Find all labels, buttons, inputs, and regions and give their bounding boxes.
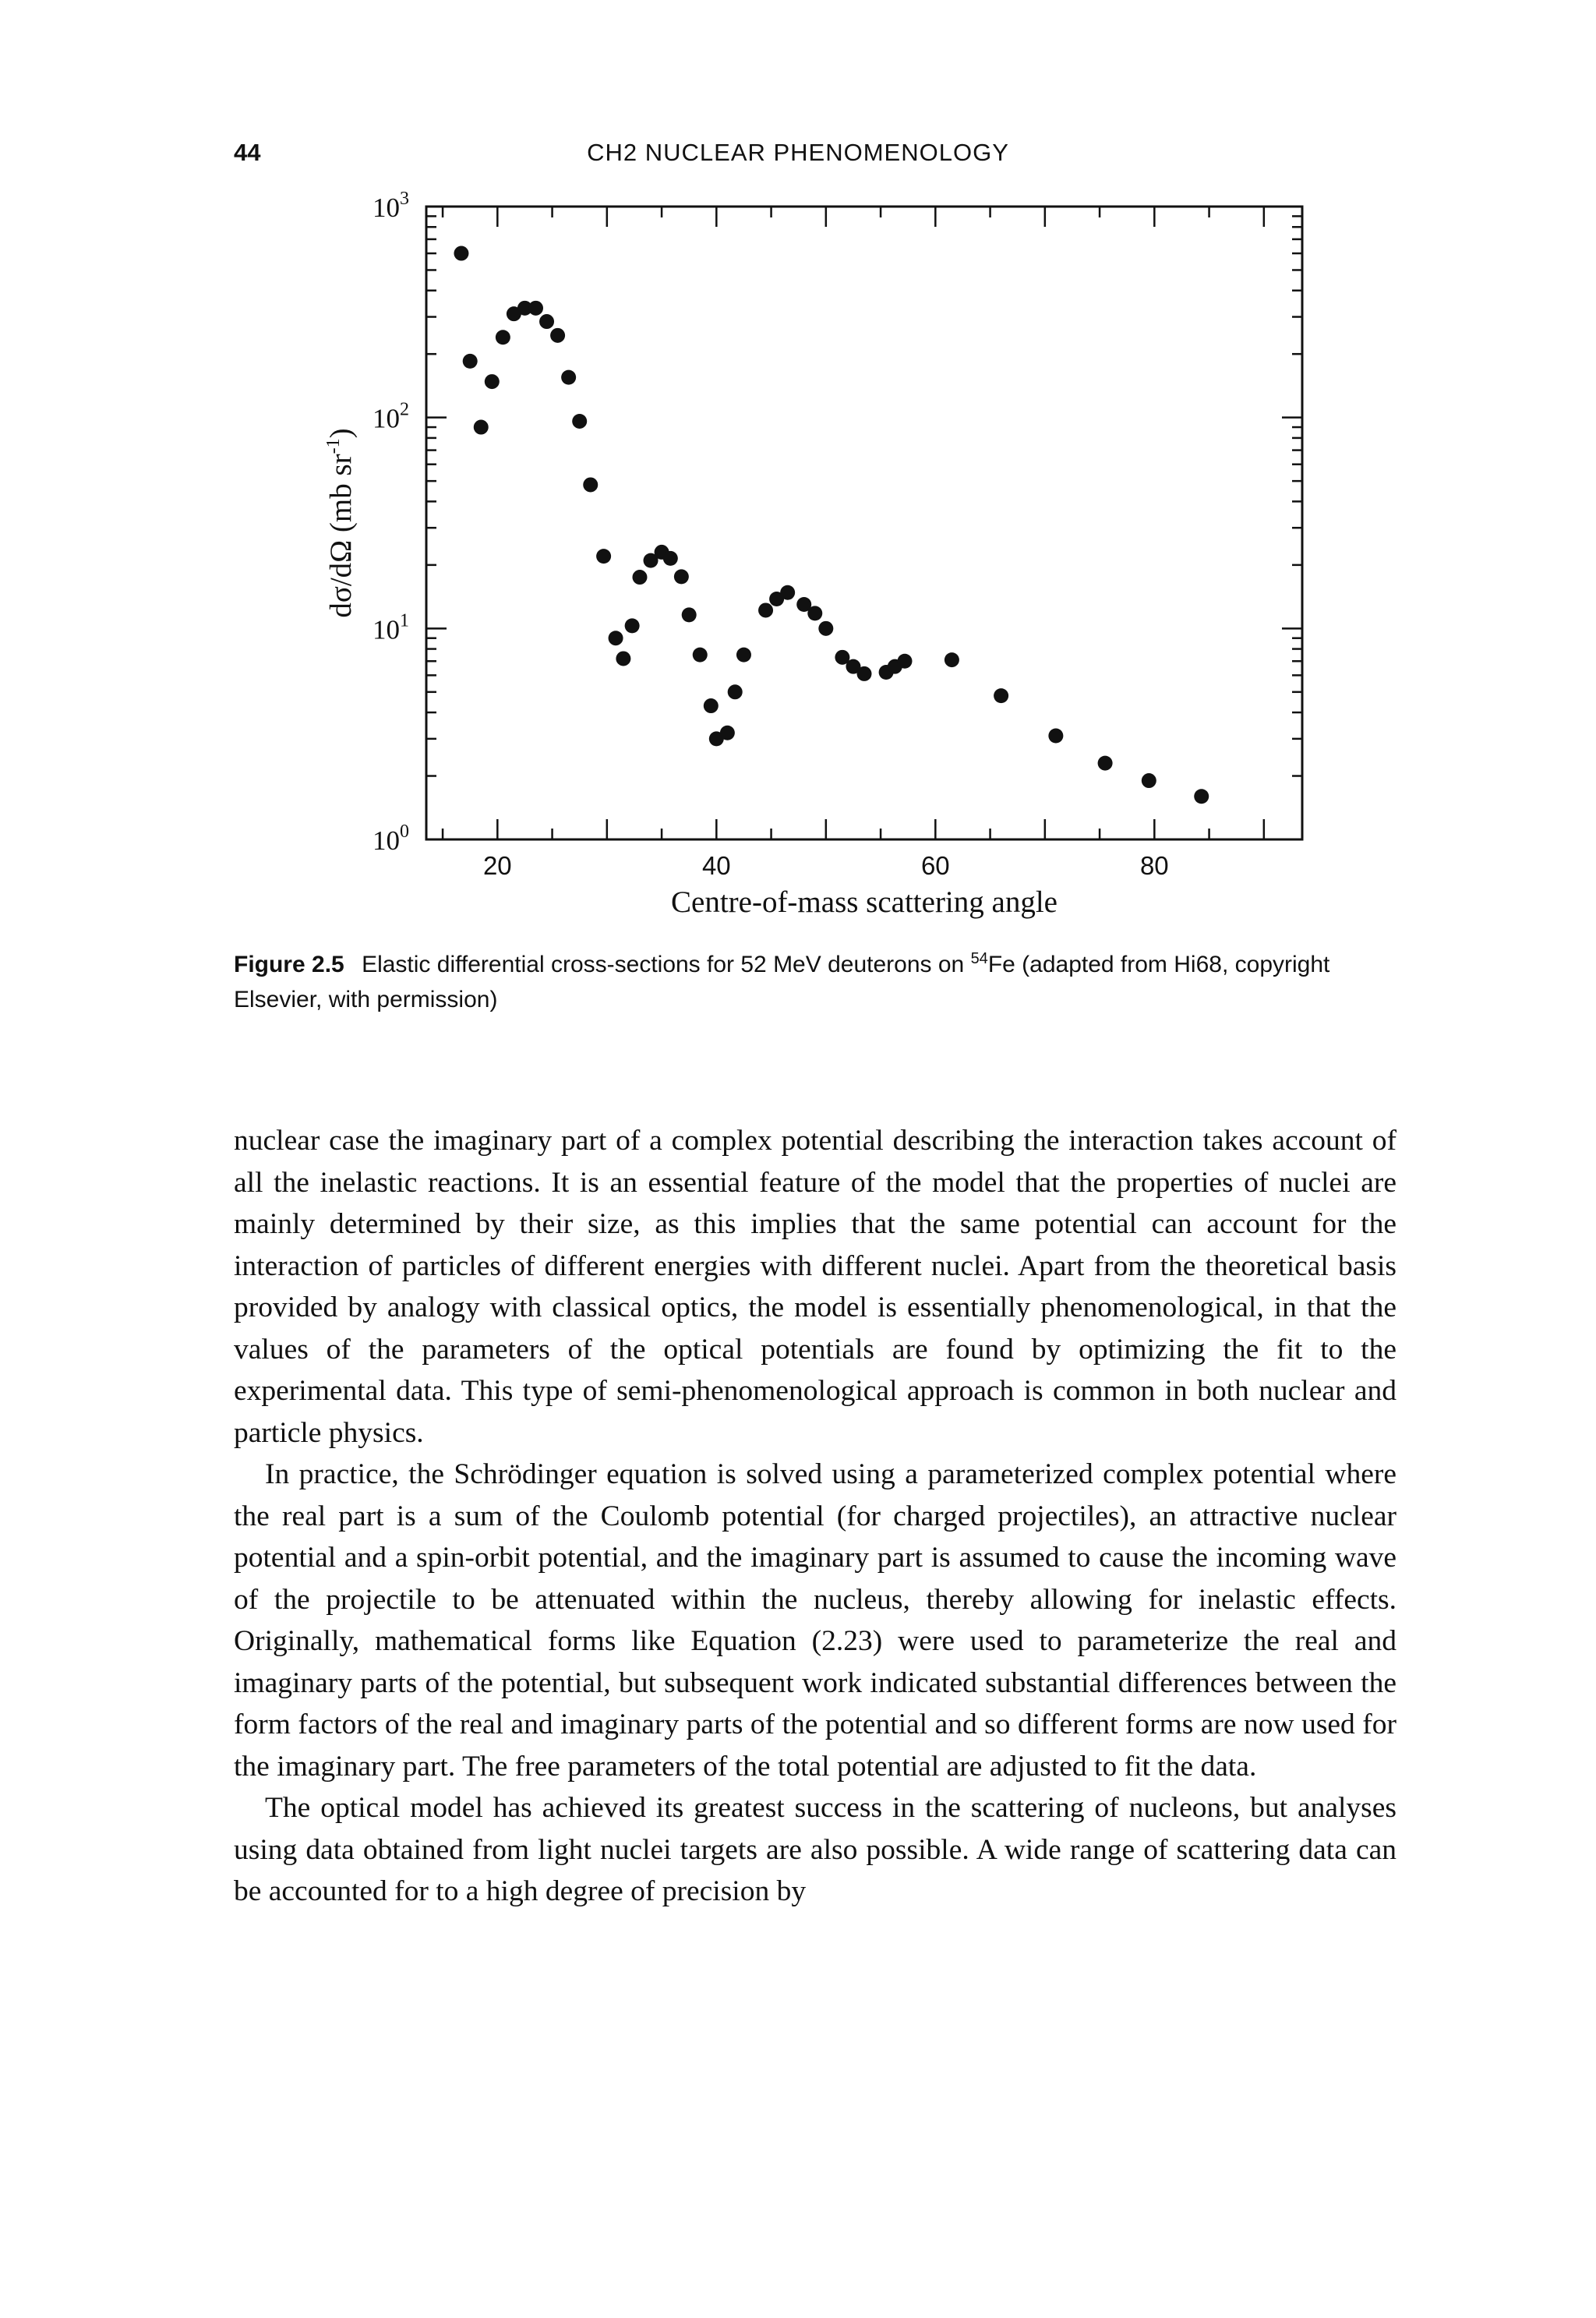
data-point [528,301,543,316]
data-point [663,551,678,566]
data-point [609,631,623,645]
x-tick-label: 60 [920,851,950,880]
y-tick-label [373,400,409,434]
data-points [454,246,1209,804]
paragraph-2: In practice, the Schrödinger equation is solved using a parameterized complex potential where the real part is a sum of the Coulomb potential (for charged projectiles), an attractive nuclear potential and a spin-orbit potential, and the imaginary part is assumed to cause the incoming wave of the projectile to be attenuated within the nucleus, thereby allowing for inelastic effects. Originally, mathematical forms like Equation (2.23) were used to parameterize the real and imaginary parts of the potential, but subsequent work indicated substantial differences between the form factors of the real and imaginary parts of the potential and so different forms are now used for the imaginary part. The free parameters of the total potential are adjusted to fit the data. [234,1458,1396,1783]
data-point [857,666,872,681]
data-point [583,477,598,492]
y-tick-base: 10 [373,403,400,434]
data-point [720,726,735,740]
data-point [463,354,478,369]
data-point [682,607,697,622]
data-point [1194,789,1209,804]
page-number: 44 [234,139,261,166]
data-point [632,570,647,585]
y-tick-label [373,189,409,223]
y-tick-exponent: 3 [400,189,409,209]
data-point [561,370,576,385]
data-point [758,602,773,617]
data-point [596,549,611,564]
figure-label: Figure 2.5 [234,952,344,977]
y-axis-label [323,428,358,617]
data-point [485,374,500,389]
data-point [945,652,959,667]
data-point [539,314,554,329]
x-tick-label: 40 [701,851,731,880]
y-tick-label [373,822,409,856]
data-point [1142,773,1156,788]
data-point [736,648,751,663]
x-tick-label: 20 [482,851,512,880]
paragraph-1: nuclear case the imaginary part of a complex potential describing the interaction takes account of all the inelastic reactions. It is an essential feature of the model that the properties of nuclei are mainly determined by their size, as this implies that the same potential can account for the interaction of particles of different energies with different nuclei. Apart from the theoretical basis provided by analogy with classical optics, the model is essentially phenomenological, in that the values of the parameters of the optical potentials are found by optimizing the fit to the experimental data. This type of semi-phenomenological approach is common in both nuclear and particle physics. [234,1125,1396,1449]
axis-tick-labels [373,189,1169,880]
y-tick-exponent: 0 [400,822,409,842]
data-point [807,606,822,620]
data-point [625,618,640,633]
data-point [728,684,743,699]
data-point [693,648,708,663]
data-point [616,651,630,666]
plot-frame [426,207,1302,839]
data-point [1048,729,1063,744]
axis-ticks [426,207,1302,839]
data-point [897,654,912,669]
data-point [994,688,1008,703]
chapter-title: CH2 NUCLEAR PHENOMENOLOGY [587,139,1009,166]
y-axis-label-exponent: -1 [323,438,344,454]
data-point [572,414,587,429]
y-tick-label [373,610,409,645]
data-point [474,420,489,435]
y-tick-exponent: 2 [400,399,409,420]
caption-text-after: Fe (adapted from Hi68, copyright Elsevier, with permission) [234,952,1330,1012]
y-axis-label-main: dσ/dΩ (mb sr [324,454,358,618]
x-tick-label: 80 [1139,851,1169,880]
x-axis-label: Centre-of-mass scattering angle [671,885,1058,919]
y-tick-exponent: 1 [400,610,409,631]
figure-2-5-chart [0,0,1596,935]
data-point [454,246,468,261]
figure-caption [234,947,1396,1017]
data-point [780,585,795,600]
y-axis-label-close: ) [324,428,358,439]
isotope-mass-number: 54 [970,950,988,967]
data-point [704,698,719,713]
y-tick-base: 10 [373,193,400,223]
data-point [1098,756,1113,771]
paragraph-3: The optical model has achieved its greatest success in the scattering of nucleons, but analyses using data obtained from light nuclei targets are also possible. A wide range of scattering data can be accounted for to a high degree of precision by [234,1792,1396,1907]
data-point [818,621,833,636]
body-text [234,1120,1396,1913]
data-point [674,569,689,584]
caption-text-before: Elastic differential cross-sections for 52 MeV deuterons on [362,952,971,977]
data-point [496,330,510,345]
y-tick-base: 10 [373,825,400,856]
y-tick-base: 10 [373,614,400,645]
data-point [550,328,565,343]
